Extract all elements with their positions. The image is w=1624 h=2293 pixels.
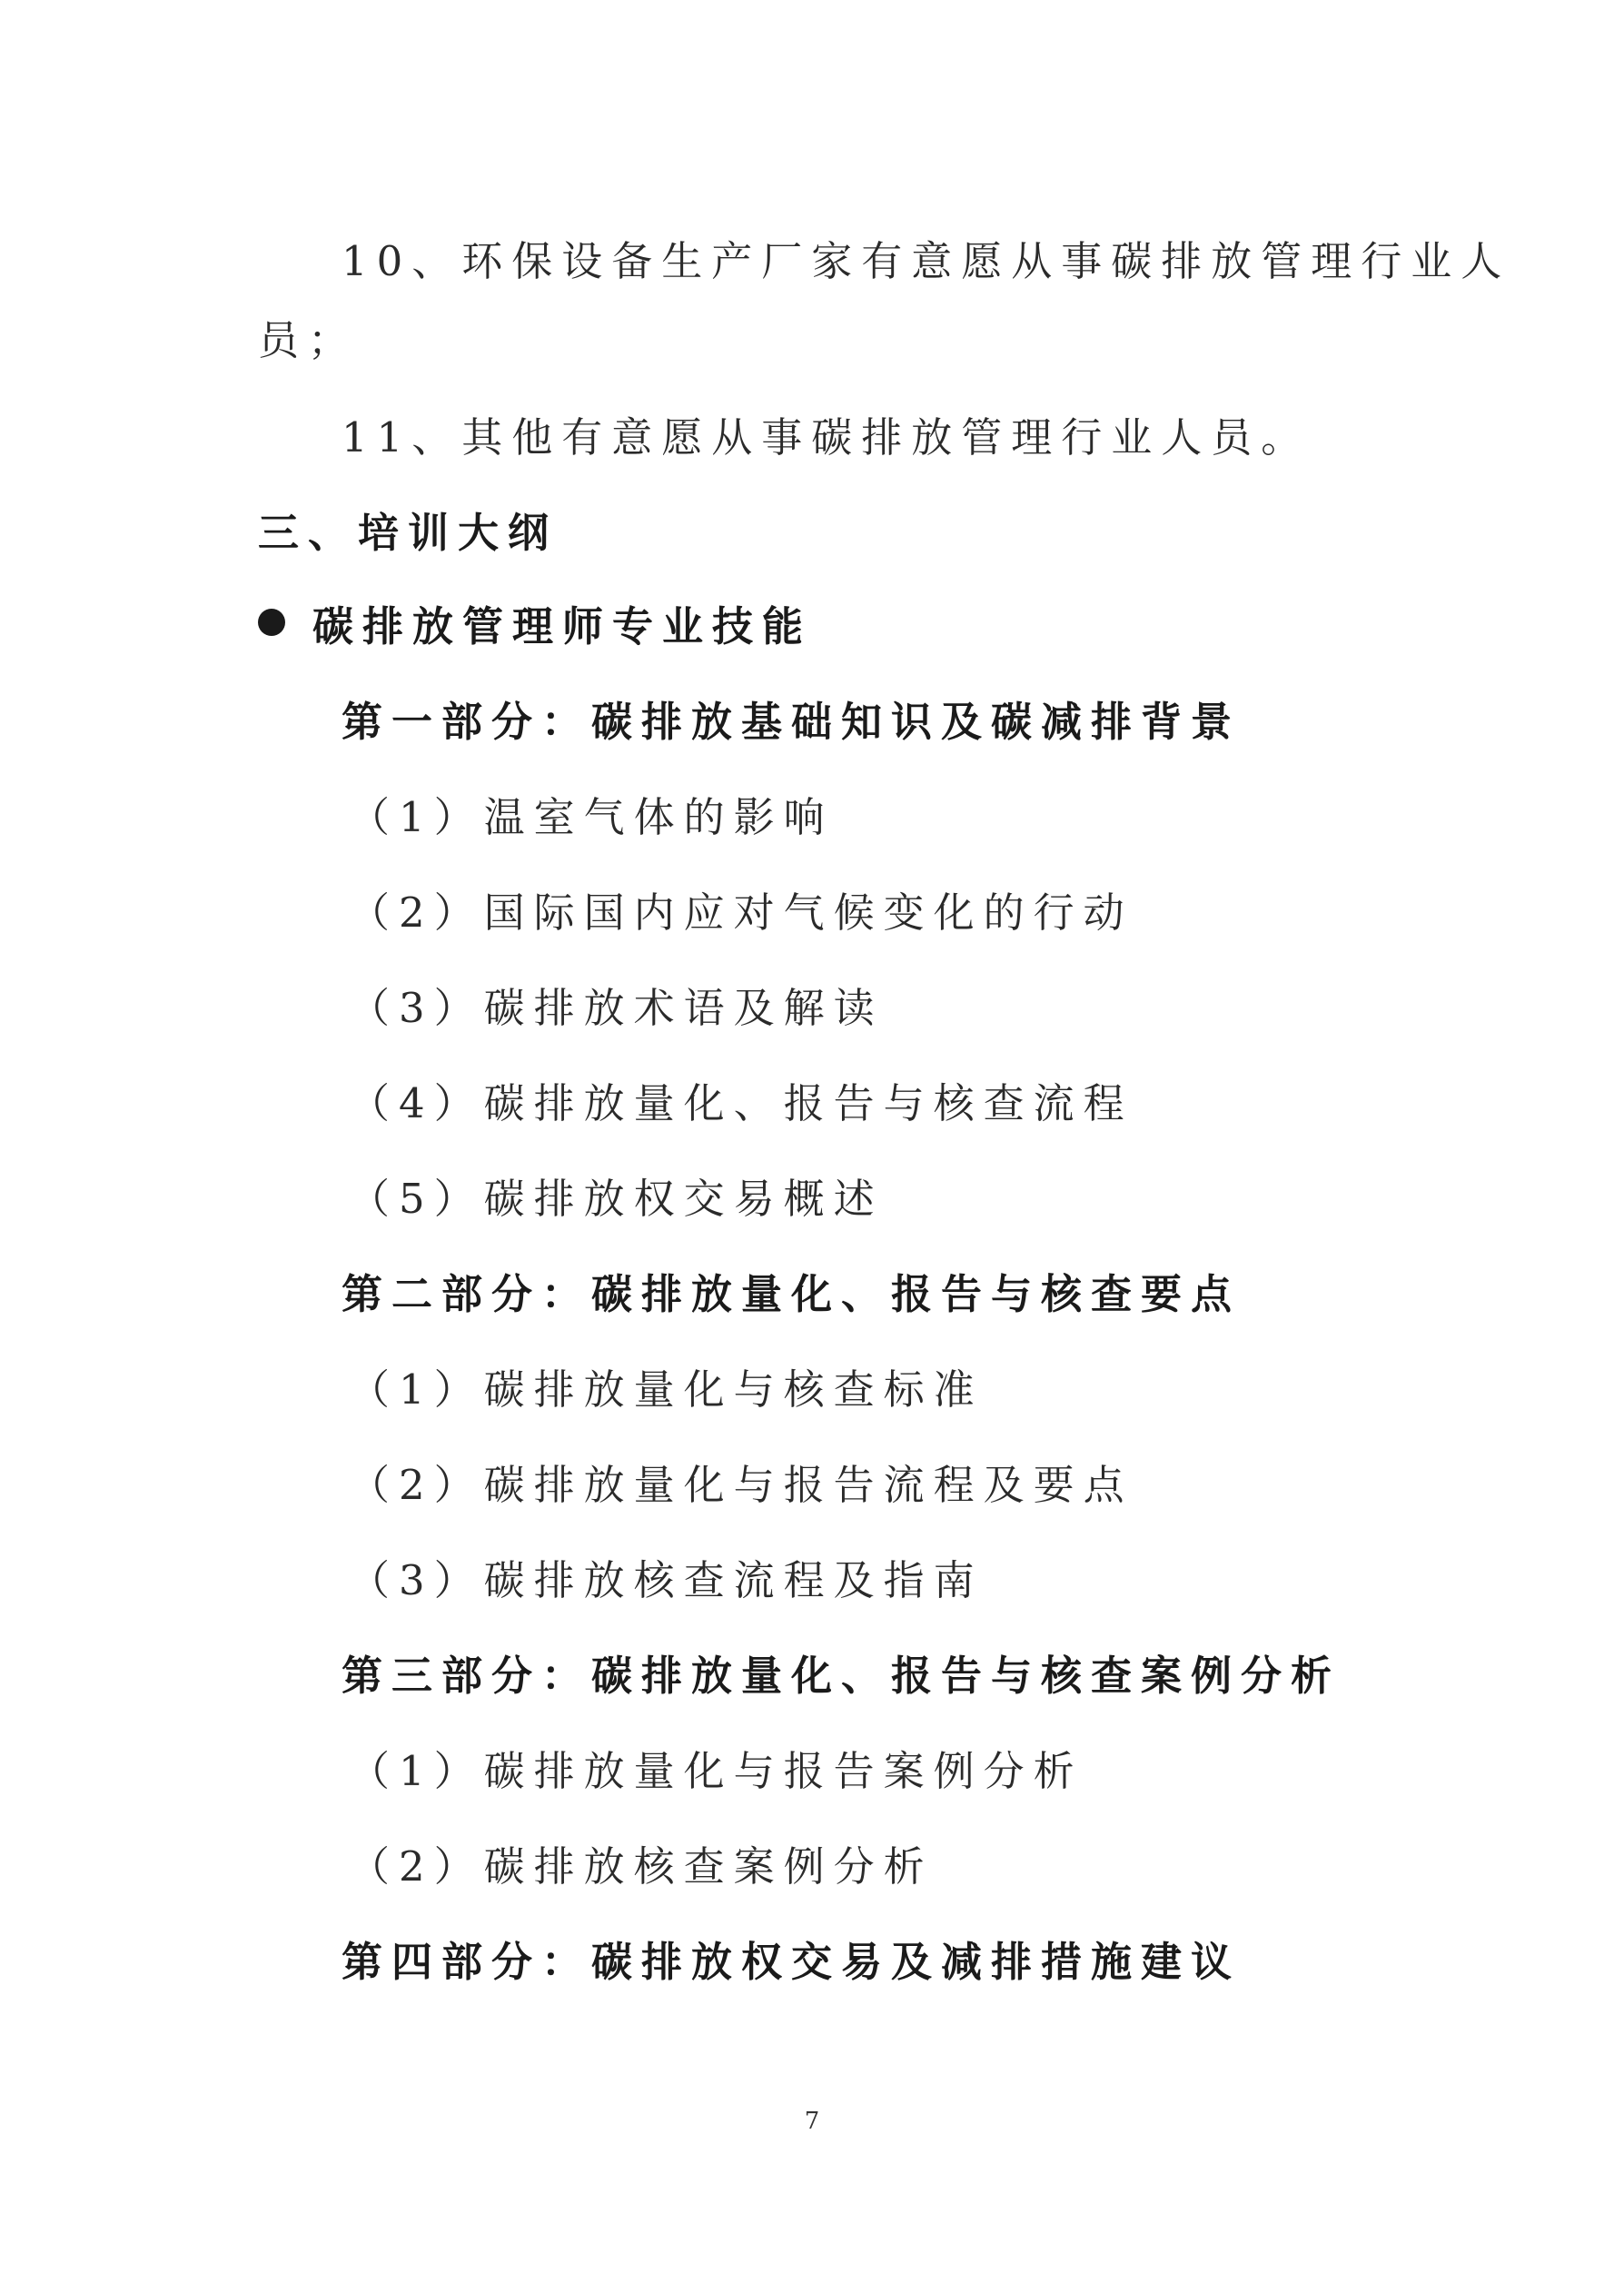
- part1-item-5: （5）碳排放权交易概述: [349, 1175, 884, 1223]
- part1-item-3: （3）碳排放术语及解读: [349, 984, 884, 1032]
- part3-item-1: （1）碳排放量化与报告案例分析: [349, 1747, 1084, 1795]
- topic-heading: 碳排放管理师专业技能: [312, 602, 813, 650]
- section-heading: 三、培训大纲: [258, 509, 559, 557]
- part2-item-2: （2）碳排放量化与报告流程及要点: [349, 1461, 1134, 1509]
- part3-item-2: （2）碳排放核查案例分析: [349, 1842, 934, 1891]
- list-item-10-line2: 员；: [258, 316, 359, 364]
- list-item-10-line1: 10、环保设备生产厂家有意愿从事碳排放管理行业人: [342, 237, 1511, 285]
- part2-item-3: （3）碳排放核查流程及指南: [349, 1556, 984, 1604]
- part4-title: 第四部分：碳排放权交易及减排措施建议: [342, 1938, 1242, 1986]
- part2-item-1: （1）碳排放量化与核查标准: [349, 1365, 984, 1414]
- part1-item-2: （2）国际国内应对气候变化的行动: [349, 888, 1134, 937]
- list-item-11: 11、其他有意愿从事碳排放管理行业人员。: [342, 413, 1312, 462]
- part3-title: 第三部分：碳排放量化、报告与核查案例分析: [342, 1652, 1342, 1700]
- part1-item-4: （4）碳排放量化、报告与核查流程: [349, 1079, 1134, 1127]
- part1-item-1: （1）温室气体的影响: [349, 793, 834, 841]
- bullet-icon: [258, 609, 285, 636]
- part1-title: 第一部分：碳排放基础知识及碳减排背景: [342, 698, 1242, 746]
- part2-title: 第二部分：碳排放量化、报告与核查要点: [342, 1270, 1242, 1318]
- page-number: 7: [804, 2108, 820, 2135]
